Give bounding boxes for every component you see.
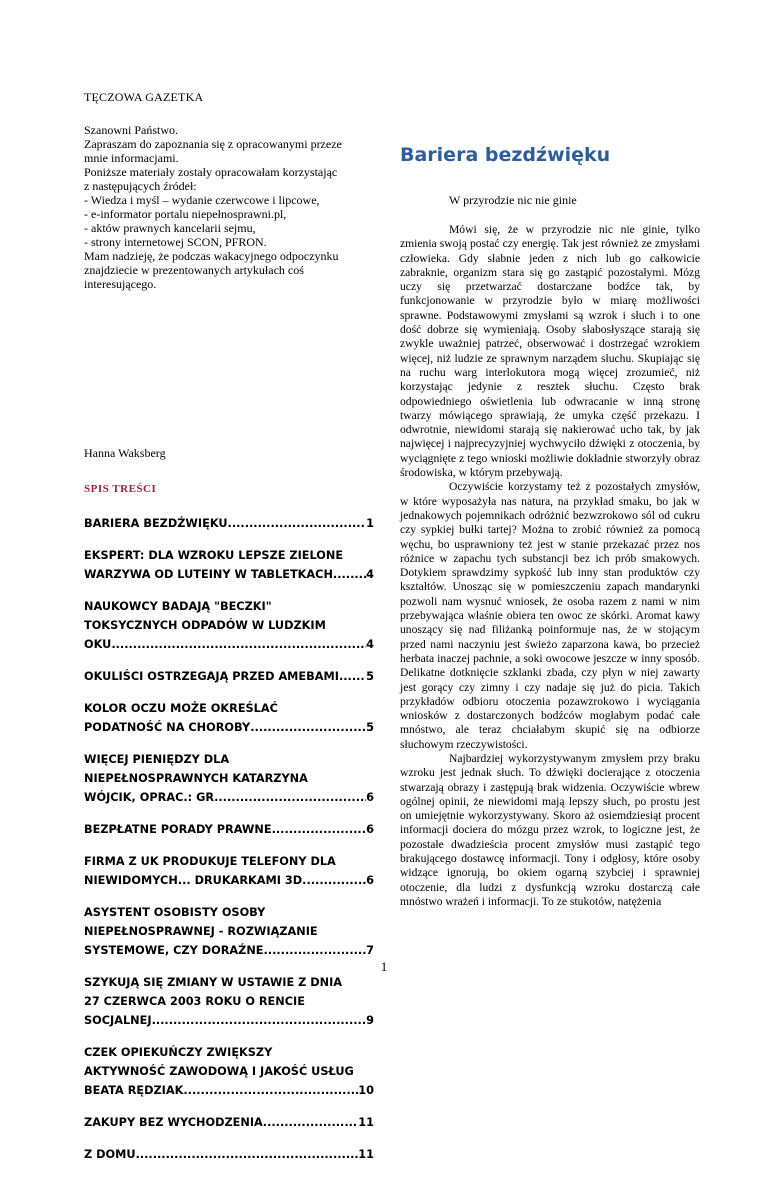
intro-line: z następujących źródeł:	[84, 179, 197, 193]
toc-entry[interactable]	[84, 546, 374, 584]
toc-leader-dots	[214, 788, 366, 807]
toc-entry[interactable]	[84, 973, 374, 1030]
author-name: Hanna Waksberg	[84, 446, 166, 460]
toc-entry-text: NIEPEŁNOSPRAWNEJ - ROZWIĄZANIE	[84, 925, 318, 938]
toc-leader-dots	[152, 1011, 367, 1030]
toc-page-number: 5	[366, 670, 374, 683]
toc-entry-text: Z DOMU	[84, 1148, 136, 1161]
newsletter-title: TĘCZOWA GAZETKA	[84, 90, 204, 104]
toc-leader-dots	[333, 565, 366, 584]
intro-line: - Wiedza i myśl – wydanie czerwcowe i lipcowe,	[84, 193, 320, 207]
toc-entry[interactable]	[84, 1043, 374, 1100]
toc-entry-text: ZAKUPY BEZ WYCHODZENIA	[84, 1116, 263, 1129]
toc-entry[interactable]	[84, 667, 374, 686]
toc-leader-dots	[111, 635, 366, 654]
intro-line: - strony internetowej SCON, PFRON.	[84, 235, 267, 249]
toc-entry-text: WARZYWA OD LUTEINY W TABLETKACH	[84, 568, 333, 581]
toc-entry-last-line	[84, 718, 374, 737]
toc-page-number: 5	[366, 721, 374, 734]
article-column	[400, 143, 700, 909]
intro-line: mnie informacjami.	[84, 151, 179, 165]
toc-entry-last-line	[84, 1011, 374, 1030]
toc-page-number: 4	[366, 568, 374, 581]
toc-entry[interactable]	[84, 1113, 374, 1132]
toc-entry-text: OKU	[84, 638, 112, 651]
toc-entry-text: AKTYWNOŚĆ ZAWODOWĄ I JAKOŚĆ USŁUG	[84, 1065, 354, 1078]
toc-entry-text: NAUKOWCY BADAJĄ "BECZKI"	[84, 600, 272, 613]
toc-entry-text: ASYSTENT OSOBISTY OSOBY	[84, 906, 266, 919]
toc-entry[interactable]	[84, 699, 374, 737]
toc-entry-text: WIĘCEJ PIENIĘDZY DLA	[84, 753, 230, 766]
toc-entry-text: NIEWIDOMYCH... DRUKARKAMI 3D	[84, 874, 303, 887]
toc-page-number: 7	[366, 944, 374, 957]
toc-entry-last-line	[84, 635, 374, 654]
toc-leader-dots	[228, 514, 367, 533]
toc-leader-dots	[136, 1145, 359, 1164]
intro-line: znajdziecie w prezentowanych artykułach coś	[84, 263, 304, 277]
toc-entry-text: WÓJCIK, OPRAC.: GR	[84, 791, 215, 804]
intro-line: interesującego.	[84, 277, 157, 291]
toc-entry-text: 27 CZERWCA 2003 ROKU O RENCIE	[84, 995, 305, 1008]
toc-leader-dots	[339, 667, 366, 686]
toc-entry-last-line	[84, 667, 374, 686]
intro-text	[84, 123, 374, 291]
toc-entry[interactable]	[84, 514, 374, 533]
toc-leader-dots	[264, 941, 367, 960]
toc-entry-text: NIEPEŁNOSPRAWNYCH KATARZYNA	[84, 772, 308, 785]
intro-line: - aktów prawnych kancelarii sejmu,	[84, 221, 256, 235]
intro-line: - e-informator portalu niepełnosprawni.pl,	[84, 207, 287, 221]
article-subtitle: W przyrodzie nic nie ginie	[449, 193, 577, 207]
toc-leader-dots	[183, 1081, 358, 1100]
toc-entry[interactable]	[84, 597, 374, 654]
toc-entry-text: SZYKUJĄ SIĘ ZMIANY W USTAWIE Z DNIA	[84, 976, 343, 989]
toc-entry[interactable]	[84, 1145, 374, 1164]
toc-entry-last-line	[84, 941, 374, 960]
toc-entry-last-line	[84, 514, 374, 533]
toc-page-number: 9	[366, 1014, 374, 1027]
toc-entry-last-line	[84, 1145, 374, 1164]
article-paragraph: Najbardziej wykorzystywanym zmysłem przy braku wzroku jest jednak słuch. To dźwięki docierające z otoczenia stwarzają obrazy i zastępują brak widzenia. Oczywiście wbrew ogólnej opinii, że niewidomi mają lepszy słuch, po prostu jest on umiejętnie wykorzystywany. Skoro aż osiemdziesiąt procent informacji dociera do mózgu przez wzrok, to logiczne jest, że pozostałe dwadzieścia procent zmysłów musi zastąpić tego brakującego dostawcę informacji. Tony i odgłosy, które osoby widzące ignorują, bo okiem ogarną szybciej i sprawniej otoczenie, dla ludzi z dysfunkcją wzroku dostarczą całe mnóstwo wrażeń i informacji. To ze stukotów, natężenia	[400, 751, 700, 908]
toc-page-number: 1	[366, 517, 374, 530]
article-title: Bariera bezdźwięku	[400, 144, 611, 166]
toc-entry[interactable]	[84, 820, 374, 839]
toc-entry-last-line	[84, 565, 374, 584]
article-paragraph: Mówi się, że w przyrodzie nic nie ginie, tylko zmienia swoją postać czy energię. Tak jest również ze zmysłami człowieka. Gdy słabnie jeden z nich lub go całkowicie zabraknie, organizm stara się go zastąpić pozostałymi. Mózg uczy się przetwarzać dostarczane bodźce tak, by funkcjonowanie w przyrodzie było w miarę możliwości sprawne. Podstawowymi zmysłami są wzrok i słuch i to one dość dobrze się wymieniają. Osoby słabosłyszące starają się zwykle uważniej patrzeć, obserwować i dostrzegać wzrokiem więcej, niż ludzie ze sprawnym narządem słuchu. Skupiając się na ruchu warg interlokutora mogą więcej zrozumieć, niż korzystając jedynie z resztek słuchu. Często brak odpowiedniego oświetlenia lub odwracanie w inną stronę twarzy mówiącego sprawiają, że umyka część przekazu. I odwrotnie, niewidomi starają się nakierować ucho tak, by jak najwięcej i najprecyzyjniej wychwyciło dźwięki z otoczenia, by wyciągnięte z tego wnioski możliwie dokładnie stworzyły obraz środowiska, w którym przebywają.	[400, 223, 700, 480]
toc-entry-text: KOLOR OCZU MOŻE OKREŚLAĆ	[84, 702, 278, 715]
toc-leader-dots	[250, 718, 366, 737]
article-paragraph: Oczywiście korzystamy też z pozostałych zmysłów, w które wyposażyła nas natura, na przykład smaku, bo jak w jednakowych pojemnikach odróżnić bezwzrokowo sól od cukru czy sypkiej bułki tartej? Można to zrobić również za pomocą węchu, bo usprawniony też jest w stanie przekazać przez nos różnice w zapachu tych substancji bez ich prób smakowych. Dotykiem sprawdzimy sypkość lub inny stan produktów czy kształtów. Unosząc się w pomieszczeniu zapach mandarynki pozwoli nam wysnuć wniosek, że osoba razem z nami w nim przebywająca właśnie obiera ten owoc ze skórki. Aromat kawy unoszący się nad filiżanką poinformuje nas, że w stojącym przed nami naczyniu jest świeżo zaparzona kawa, bo przecież herbata inaczej pachnie, a soki owocowe jeszcze w inny sposób. Delikatne dotknięcie szklanki zbada, czy płyn w niej zawarty jest gorący czy zimny i czy nadaje się już do picia. Takich przykładów odbioru otoczenia pozawzrokowo i wyciągania wniosków z dostarczonych bodźców mogłabym podać całe mnóstwo, ale teraz chciałabym skupić się na odbiorze słuchowym rzeczywistości.	[400, 480, 700, 751]
toc-entry-text: CZEK OPIEKUŃCZY ZWIĘKSZY	[84, 1046, 273, 1059]
intro-line: Zapraszam do zapoznania się z opracowanymi przeze	[84, 137, 342, 151]
table-of-contents	[84, 514, 374, 1164]
toc-page-number: 6	[366, 874, 374, 887]
toc-page-number: 11	[358, 1116, 374, 1129]
left-column	[84, 90, 374, 1177]
toc-title: SPIS TREŚCI	[84, 483, 157, 495]
intro-line: Mam nadzieję, że podczas wakacyjnego odpoczynku	[84, 249, 339, 263]
intro-line: Szanowni Państwo.	[84, 123, 178, 137]
toc-entry-text: SYSTEMOWE, CZY DORAŹNE	[84, 944, 264, 957]
toc-entry-last-line	[84, 1081, 374, 1100]
toc-entry-text: FIRMA Z UK PRODUKUJE TELEFONY DLA	[84, 855, 336, 868]
toc-entry[interactable]	[84, 903, 374, 960]
toc-entry-text: SOCJALNEJ	[84, 1014, 152, 1027]
toc-entry-text: BEZPŁATNE PORADY PRAWNE	[84, 823, 272, 836]
toc-entry-last-line	[84, 1113, 374, 1132]
toc-page-number: 6	[366, 791, 374, 804]
intro-line: Poniższe materiały zostały opracowałam korzystając	[84, 165, 338, 179]
toc-leader-dots	[263, 1113, 358, 1132]
article-body	[400, 223, 700, 909]
toc-entry-last-line	[84, 871, 374, 890]
toc-page-number: 6	[366, 823, 374, 836]
toc-entry-text: TOKSYCZNYCH ODPADÓW W LUDZKIM	[84, 619, 326, 632]
toc-entry-text: EKSPERT: DLA WZROKU LEPSZE ZIELONE	[84, 549, 344, 562]
toc-entry-text: BEATA RĘDZIAK	[84, 1084, 184, 1097]
toc-page-number: 10	[358, 1084, 374, 1097]
toc-leader-dots	[272, 820, 367, 839]
toc-entry[interactable]	[84, 750, 374, 807]
toc-entry-text: PODATNOŚĆ NA CHOROBY	[84, 721, 251, 734]
toc-entry[interactable]	[84, 852, 374, 890]
toc-entry-last-line	[84, 820, 374, 839]
toc-entry-text: BARIERA BEZDŹWIĘKU	[84, 517, 228, 530]
toc-leader-dots	[302, 871, 366, 890]
toc-page-number: 11	[358, 1148, 374, 1161]
toc-entry-last-line	[84, 788, 374, 807]
toc-page-number: 4	[366, 638, 374, 651]
page-number: 1	[380, 959, 388, 974]
toc-entry-text: OKULIŚCI OSTRZEGAJĄ PRZED AMEBAMI	[84, 670, 339, 683]
